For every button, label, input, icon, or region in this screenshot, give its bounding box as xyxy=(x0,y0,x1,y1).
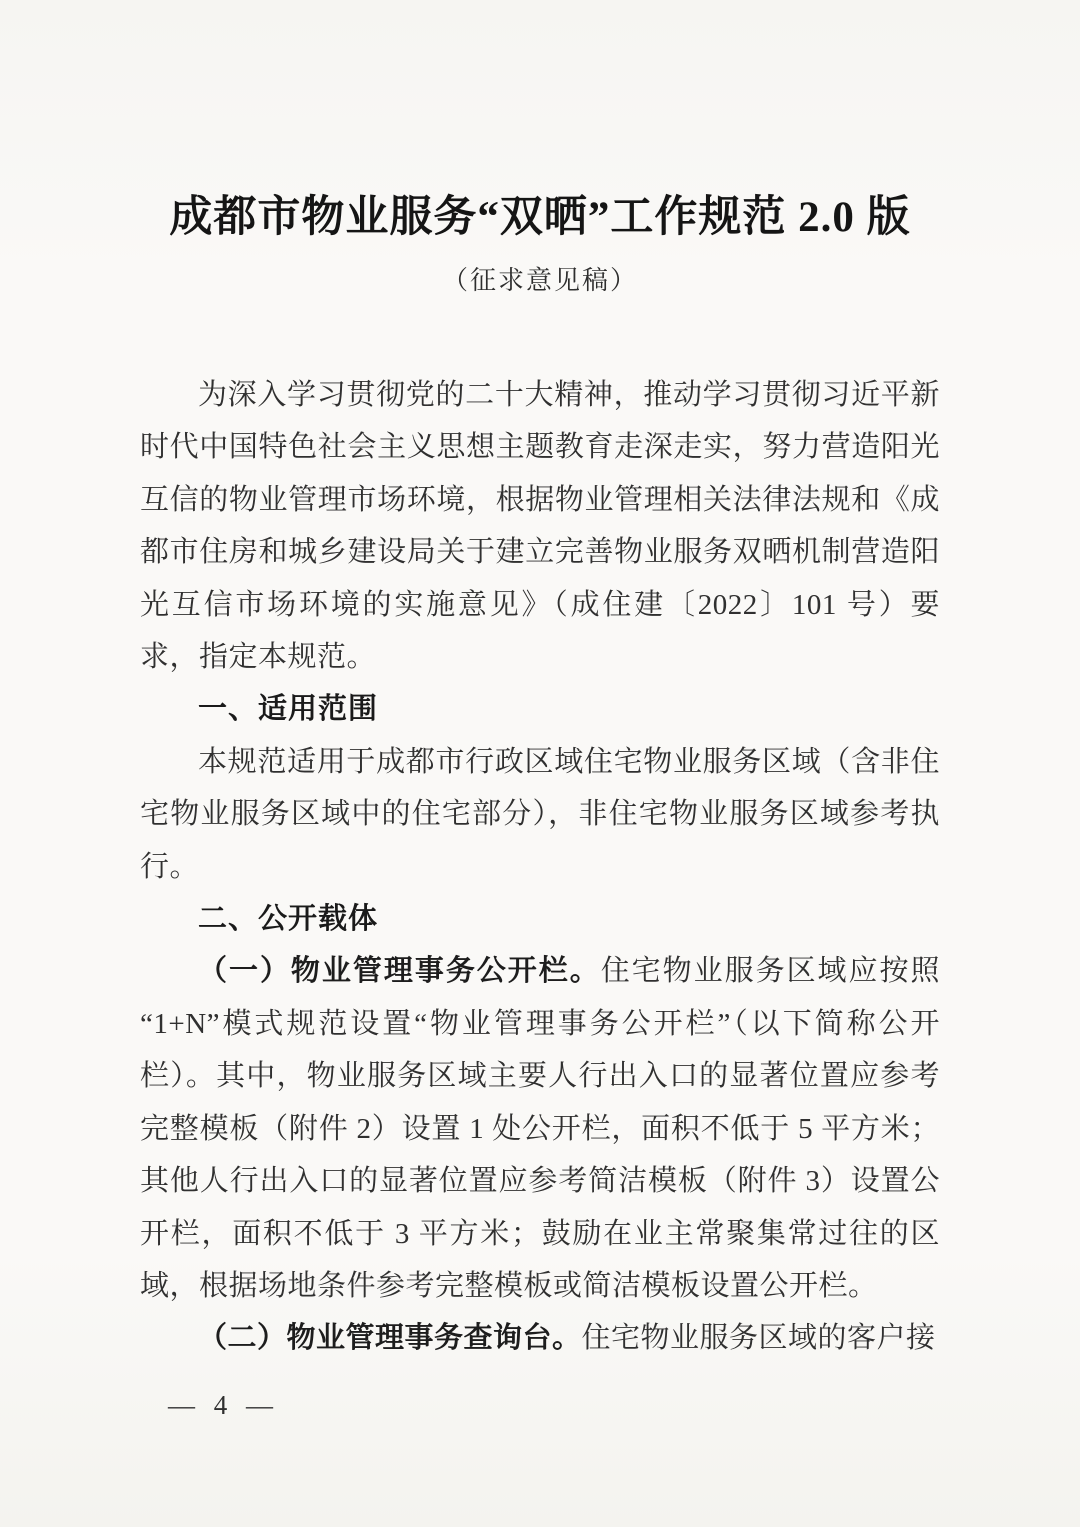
document-title: 成都市物业服务“双晒”工作规范 2.0 版 xyxy=(169,194,911,241)
section-2-heading: 二、公开载体 xyxy=(198,903,379,936)
section-1-paragraph: 本规范适用于成都市行政区域住宅物业服务区域（含非住宅物业服务区域中的住宅部分），非住宅物业服务区域参考执行。 xyxy=(140,745,940,883)
section-2-item-1 xyxy=(140,945,940,1312)
document-subtitle: （征求意见稿） xyxy=(441,266,638,295)
page-number: — 4 — xyxy=(168,1390,279,1420)
item-2-body-text: 住宅物业服务区域的客户接 xyxy=(581,1322,936,1355)
document-body xyxy=(140,369,940,1365)
intro-paragraph: 为深入学习贯彻党的二十大精神，推动学习贯彻习近平新时代中国特色社会主义思想主题教育走深走实，努力营造阳光互信的物业管理市场环境，根据物业管理相关法律法规和《成都市住房和城乡建设局关于建立完善物业服务双晒机制营造阳光互信市场环境的实施意见》（成住建〔2022〕101 号）要求，指定本规范。 xyxy=(140,379,940,674)
section-1-heading: 一、适用范围 xyxy=(198,693,379,726)
item-1-body-text: 住宅物业服务区域应按照“1+N”模式规范设置“物业管理事务公开栏”（以下简称公开栏）。其中，物业服务区域主要人行出入口的显著位置应参考完整模板（附件 2）设置 1 处公开栏，面积不低于 5 平方米；其他人行出入口的显著位置应参考简洁模板（附件 3）设置公开栏，面积不低于 3 平方米；鼓励在业主常聚集常过往的区域，根据场地条件参考完整模板或简洁模板设置公开栏。 xyxy=(140,955,940,1302)
item-2-lead-label: （二）物业管理事务查询台。 xyxy=(198,1322,582,1355)
item-1-lead-label: （一）物业管理事务公开栏。 xyxy=(198,955,601,988)
section-2-item-2 xyxy=(140,1312,940,1364)
